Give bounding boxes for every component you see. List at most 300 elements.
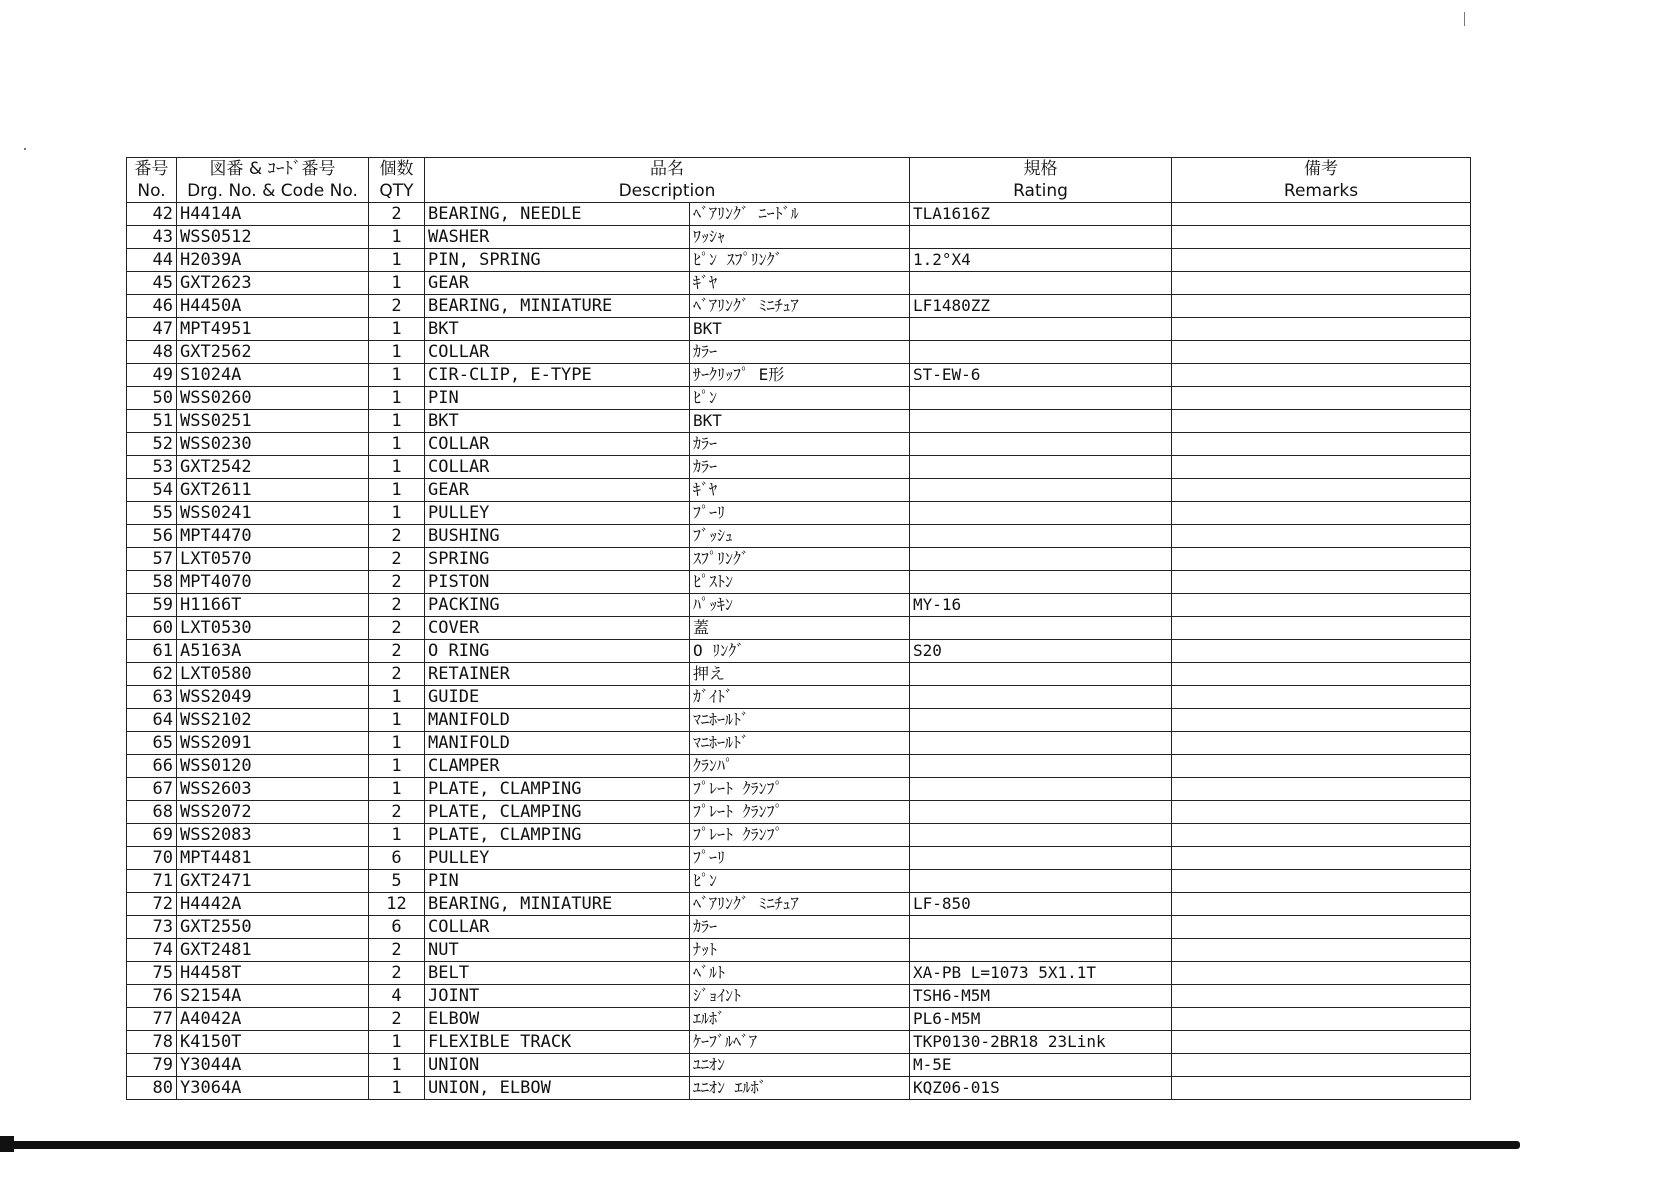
row-description: COLLAR xyxy=(425,341,690,364)
header-remarks-jp: 備考 xyxy=(1172,158,1471,181)
table-row xyxy=(127,594,1471,617)
row-description: FLEXIBLE TRACK xyxy=(425,1031,690,1054)
row-number: 63 xyxy=(127,686,177,709)
row-number: 78 xyxy=(127,1031,177,1054)
row-remarks xyxy=(1172,709,1471,732)
row-number: 55 xyxy=(127,502,177,525)
row-rating xyxy=(910,502,1172,525)
row-code: H4414A xyxy=(177,203,369,226)
table-row xyxy=(127,318,1471,341)
row-number: 51 xyxy=(127,410,177,433)
row-description: COVER xyxy=(425,617,690,640)
parts-list-sheet xyxy=(126,157,1470,1100)
row-description: SPRING xyxy=(425,548,690,571)
row-qty: 1 xyxy=(369,318,425,341)
row-rating xyxy=(910,433,1172,456)
table-row xyxy=(127,801,1471,824)
row-code: MPT4951 xyxy=(177,318,369,341)
table-row xyxy=(127,847,1471,870)
row-description: PACKING xyxy=(425,594,690,617)
row-qty: 1 xyxy=(369,272,425,295)
row-qty: 1 xyxy=(369,456,425,479)
table-row xyxy=(127,870,1471,893)
row-rating: 1.2°X4 xyxy=(910,249,1172,272)
row-code: Y3064A xyxy=(177,1077,369,1100)
row-code: S1024A xyxy=(177,364,369,387)
row-description-jp: ｼﾞｮｲﾝﾄ xyxy=(690,985,910,1008)
row-code: GXT2611 xyxy=(177,479,369,502)
row-description-jp: ｴﾙﾎﾞ xyxy=(690,1008,910,1031)
row-rating xyxy=(910,387,1172,410)
row-code: GXT2562 xyxy=(177,341,369,364)
table-row xyxy=(127,732,1471,755)
row-qty: 2 xyxy=(369,203,425,226)
table-body xyxy=(127,203,1471,1100)
row-description-jp: ｶﾗｰ xyxy=(690,456,910,479)
row-code: A5163A xyxy=(177,640,369,663)
row-description-jp: O ﾘﾝｸﾞ xyxy=(690,640,910,663)
table-row xyxy=(127,663,1471,686)
row-qty: 1 xyxy=(369,479,425,502)
row-number: 43 xyxy=(127,226,177,249)
table-row xyxy=(127,571,1471,594)
row-rating xyxy=(910,801,1172,824)
table-row xyxy=(127,341,1471,364)
row-code: Y3044A xyxy=(177,1054,369,1077)
row-description: PLATE, CLAMPING xyxy=(425,801,690,824)
row-number: 71 xyxy=(127,870,177,893)
row-description: GEAR xyxy=(425,479,690,502)
table-row xyxy=(127,755,1471,778)
row-rating: TSH6-M5M xyxy=(910,985,1172,1008)
row-rating xyxy=(910,479,1172,502)
row-rating xyxy=(910,571,1172,594)
scan-bottom-bar xyxy=(0,1141,1520,1149)
row-description-jp: ﾜｯｼｬ xyxy=(690,226,910,249)
row-remarks xyxy=(1172,1054,1471,1077)
scan-speck xyxy=(1464,12,1465,26)
header-qty-jp: 個数 xyxy=(369,158,425,181)
row-remarks xyxy=(1172,686,1471,709)
row-code: WSS2049 xyxy=(177,686,369,709)
row-qty: 2 xyxy=(369,801,425,824)
row-qty: 2 xyxy=(369,962,425,985)
row-number: 57 xyxy=(127,548,177,571)
row-rating xyxy=(910,709,1172,732)
row-qty: 4 xyxy=(369,985,425,1008)
row-number: 80 xyxy=(127,1077,177,1100)
row-rating xyxy=(910,318,1172,341)
row-remarks xyxy=(1172,663,1471,686)
row-qty: 1 xyxy=(369,433,425,456)
row-code: GXT2542 xyxy=(177,456,369,479)
row-qty: 1 xyxy=(369,778,425,801)
row-qty: 2 xyxy=(369,663,425,686)
row-code: WSS2083 xyxy=(177,824,369,847)
row-number: 75 xyxy=(127,962,177,985)
row-code: H4458T xyxy=(177,962,369,985)
row-qty: 2 xyxy=(369,571,425,594)
parts-table xyxy=(126,157,1471,1100)
header-remarks-en: Remarks xyxy=(1172,180,1471,203)
row-remarks xyxy=(1172,433,1471,456)
row-number: 49 xyxy=(127,364,177,387)
row-description-jp: ｶﾞｲﾄﾞ xyxy=(690,686,910,709)
table-row xyxy=(127,640,1471,663)
row-rating xyxy=(910,778,1172,801)
row-rating xyxy=(910,410,1172,433)
table-row xyxy=(127,962,1471,985)
row-remarks xyxy=(1172,272,1471,295)
row-rating: TLA1616Z xyxy=(910,203,1172,226)
row-rating: LF1480ZZ xyxy=(910,295,1172,318)
row-description-jp: ﾍﾞｱﾘﾝｸﾞ ﾐﾆﾁｭｱ xyxy=(690,893,910,916)
row-remarks xyxy=(1172,226,1471,249)
row-description: BEARING, NEEDLE xyxy=(425,203,690,226)
row-remarks xyxy=(1172,847,1471,870)
row-code: MPT4470 xyxy=(177,525,369,548)
row-qty: 1 xyxy=(369,364,425,387)
row-code: A4042A xyxy=(177,1008,369,1031)
row-code: WSS0260 xyxy=(177,387,369,410)
table-row xyxy=(127,249,1471,272)
row-number: 65 xyxy=(127,732,177,755)
row-code: H4442A xyxy=(177,893,369,916)
row-rating xyxy=(910,847,1172,870)
row-description-jp: BKT xyxy=(690,318,910,341)
row-code: GXT2623 xyxy=(177,272,369,295)
row-rating xyxy=(910,686,1172,709)
row-qty: 2 xyxy=(369,1008,425,1031)
row-remarks xyxy=(1172,318,1471,341)
header-qty-en: QTY xyxy=(369,180,425,203)
row-description: WASHER xyxy=(425,226,690,249)
row-rating xyxy=(910,663,1172,686)
row-description-jp: ﾏﾆﾎｰﾙﾄﾞ xyxy=(690,709,910,732)
table-row xyxy=(127,1031,1471,1054)
row-code: WSS0251 xyxy=(177,410,369,433)
row-remarks xyxy=(1172,640,1471,663)
row-number: 61 xyxy=(127,640,177,663)
row-description-jp: ﾕﾆｵﾝ xyxy=(690,1054,910,1077)
row-remarks xyxy=(1172,939,1471,962)
row-description: COLLAR xyxy=(425,456,690,479)
row-number: 48 xyxy=(127,341,177,364)
row-number: 53 xyxy=(127,456,177,479)
table-row xyxy=(127,456,1471,479)
row-qty: 1 xyxy=(369,226,425,249)
row-description-jp: ﾏﾆﾎｰﾙﾄﾞ xyxy=(690,732,910,755)
row-description-jp: ﾊﾟｯｷﾝ xyxy=(690,594,910,617)
row-description-jp: ｹｰﾌﾞﾙﾍﾞｱ xyxy=(690,1031,910,1054)
row-description: BKT xyxy=(425,410,690,433)
row-description: COLLAR xyxy=(425,916,690,939)
row-rating xyxy=(910,916,1172,939)
row-description-jp: 押え xyxy=(690,663,910,686)
row-code: LXT0530 xyxy=(177,617,369,640)
header-drg-jp: 図番 & ｺｰﾄﾞ番号 xyxy=(177,158,369,181)
row-remarks xyxy=(1172,1008,1471,1031)
row-description: BEARING, MINIATURE xyxy=(425,295,690,318)
row-description-jp: ﾍﾞｱﾘﾝｸﾞ ﾆｰﾄﾞﾙ xyxy=(690,203,910,226)
row-number: 44 xyxy=(127,249,177,272)
row-number: 62 xyxy=(127,663,177,686)
row-rating xyxy=(910,824,1172,847)
row-code: LXT0580 xyxy=(177,663,369,686)
row-description: PIN, SPRING xyxy=(425,249,690,272)
row-number: 64 xyxy=(127,709,177,732)
row-number: 74 xyxy=(127,939,177,962)
row-number: 59 xyxy=(127,594,177,617)
row-description: BELT xyxy=(425,962,690,985)
row-code: H2039A xyxy=(177,249,369,272)
row-number: 60 xyxy=(127,617,177,640)
row-qty: 1 xyxy=(369,502,425,525)
row-rating: M-5E xyxy=(910,1054,1172,1077)
table-row xyxy=(127,939,1471,962)
row-remarks xyxy=(1172,548,1471,571)
row-description-jp: ﾅｯﾄ xyxy=(690,939,910,962)
row-number: 46 xyxy=(127,295,177,318)
row-qty: 1 xyxy=(369,824,425,847)
row-qty: 1 xyxy=(369,1077,425,1100)
row-qty: 6 xyxy=(369,916,425,939)
row-description-jp: ﾋﾟｽﾄﾝ xyxy=(690,571,910,594)
row-qty: 2 xyxy=(369,548,425,571)
row-code: H1166T xyxy=(177,594,369,617)
row-qty: 5 xyxy=(369,870,425,893)
row-description: GEAR xyxy=(425,272,690,295)
header-rating-jp: 規格 xyxy=(910,158,1172,181)
row-description-jp: ﾌﾟﾚｰﾄ ｸﾗﾝﾌﾟ xyxy=(690,778,910,801)
row-description-jp: BKT xyxy=(690,410,910,433)
row-rating xyxy=(910,226,1172,249)
header-drg-en: Drg. No. & Code No. xyxy=(177,180,369,203)
row-description: NUT xyxy=(425,939,690,962)
header-desc-en: Description xyxy=(425,180,910,203)
row-qty: 2 xyxy=(369,939,425,962)
row-description: CIR-CLIP, E-TYPE xyxy=(425,364,690,387)
row-code: WSS0120 xyxy=(177,755,369,778)
row-remarks xyxy=(1172,1031,1471,1054)
row-code: MPT4481 xyxy=(177,847,369,870)
row-remarks xyxy=(1172,801,1471,824)
table-row xyxy=(127,778,1471,801)
row-rating: ST-EW-6 xyxy=(910,364,1172,387)
row-description-jp: ﾌﾟﾚｰﾄ ｸﾗﾝﾌﾟ xyxy=(690,824,910,847)
row-rating: LF-850 xyxy=(910,893,1172,916)
row-description: PULLEY xyxy=(425,847,690,870)
row-code: WSS2091 xyxy=(177,732,369,755)
row-description: COLLAR xyxy=(425,433,690,456)
row-qty: 1 xyxy=(369,709,425,732)
row-code: WSS0241 xyxy=(177,502,369,525)
row-description: PIN xyxy=(425,387,690,410)
row-number: 54 xyxy=(127,479,177,502)
row-number: 72 xyxy=(127,893,177,916)
row-qty: 2 xyxy=(369,295,425,318)
row-description-jp: ｶﾗｰ xyxy=(690,433,910,456)
row-remarks xyxy=(1172,525,1471,548)
row-rating: MY-16 xyxy=(910,594,1172,617)
row-description-jp: ﾍﾞﾙﾄ xyxy=(690,962,910,985)
row-description-jp: ｷﾞﾔ xyxy=(690,272,910,295)
row-rating xyxy=(910,272,1172,295)
row-rating: KQZ06-01S xyxy=(910,1077,1172,1100)
row-qty: 1 xyxy=(369,686,425,709)
table-row xyxy=(127,479,1471,502)
row-code: GXT2481 xyxy=(177,939,369,962)
row-qty: 1 xyxy=(369,1054,425,1077)
row-rating: PL6-M5M xyxy=(910,1008,1172,1031)
header-rating-en: Rating xyxy=(910,180,1172,203)
row-rating: XA-PB L=1073 5X1.1T xyxy=(910,962,1172,985)
row-description-jp: 蓋 xyxy=(690,617,910,640)
row-remarks xyxy=(1172,249,1471,272)
row-remarks xyxy=(1172,502,1471,525)
row-remarks xyxy=(1172,916,1471,939)
row-number: 73 xyxy=(127,916,177,939)
row-description: BKT xyxy=(425,318,690,341)
row-rating: TKP0130-2BR18 23Link xyxy=(910,1031,1172,1054)
row-description-jp: ﾌﾟｰﾘ xyxy=(690,502,910,525)
row-remarks xyxy=(1172,410,1471,433)
row-description-jp: ｻｰｸﾘｯﾌﾟ E形 xyxy=(690,364,910,387)
header-desc-jp: 品名 xyxy=(425,158,910,181)
table-row xyxy=(127,1077,1471,1100)
row-remarks xyxy=(1172,594,1471,617)
row-remarks xyxy=(1172,295,1471,318)
row-rating: S20 xyxy=(910,640,1172,663)
row-code: GXT2550 xyxy=(177,916,369,939)
row-remarks xyxy=(1172,893,1471,916)
row-description: MANIFOLD xyxy=(425,732,690,755)
row-description: GUIDE xyxy=(425,686,690,709)
row-description: BUSHING xyxy=(425,525,690,548)
row-code: WSS2603 xyxy=(177,778,369,801)
row-description-jp: ﾌﾟｰﾘ xyxy=(690,847,910,870)
row-number: 52 xyxy=(127,433,177,456)
table-row xyxy=(127,387,1471,410)
table-row xyxy=(127,433,1471,456)
row-description: PISTON xyxy=(425,571,690,594)
row-number: 42 xyxy=(127,203,177,226)
row-description: PLATE, CLAMPING xyxy=(425,824,690,847)
row-number: 68 xyxy=(127,801,177,824)
row-qty: 12 xyxy=(369,893,425,916)
row-remarks xyxy=(1172,479,1471,502)
table-row xyxy=(127,226,1471,249)
row-number: 79 xyxy=(127,1054,177,1077)
row-remarks xyxy=(1172,341,1471,364)
row-code: WSS0230 xyxy=(177,433,369,456)
table-row xyxy=(127,272,1471,295)
table-row xyxy=(127,548,1471,571)
row-rating xyxy=(910,548,1172,571)
row-description: PULLEY xyxy=(425,502,690,525)
row-description: JOINT xyxy=(425,985,690,1008)
row-rating xyxy=(910,525,1172,548)
row-remarks xyxy=(1172,571,1471,594)
row-qty: 1 xyxy=(369,387,425,410)
table-row xyxy=(127,1008,1471,1031)
row-description-jp: ﾋﾟﾝ xyxy=(690,870,910,893)
row-qty: 6 xyxy=(369,847,425,870)
row-qty: 2 xyxy=(369,525,425,548)
row-rating xyxy=(910,939,1172,962)
row-remarks xyxy=(1172,732,1471,755)
table-header xyxy=(127,158,1471,203)
header-no-en: No. xyxy=(127,180,177,203)
row-remarks xyxy=(1172,203,1471,226)
row-number: 76 xyxy=(127,985,177,1008)
row-number: 77 xyxy=(127,1008,177,1031)
row-remarks xyxy=(1172,778,1471,801)
table-row xyxy=(127,502,1471,525)
row-rating xyxy=(910,870,1172,893)
row-number: 70 xyxy=(127,847,177,870)
row-remarks xyxy=(1172,755,1471,778)
row-description: O RING xyxy=(425,640,690,663)
row-description-jp: ﾍﾞｱﾘﾝｸﾞ ﾐﾆﾁｭｱ xyxy=(690,295,910,318)
row-qty: 1 xyxy=(369,732,425,755)
table-row xyxy=(127,203,1471,226)
row-description: CLAMPER xyxy=(425,755,690,778)
row-remarks xyxy=(1172,1077,1471,1100)
row-description: UNION, ELBOW xyxy=(425,1077,690,1100)
table-row xyxy=(127,893,1471,916)
table-row xyxy=(127,525,1471,548)
row-description: ELBOW xyxy=(425,1008,690,1031)
row-remarks xyxy=(1172,870,1471,893)
row-remarks xyxy=(1172,824,1471,847)
row-description-jp: ｸﾗﾝﾊﾟ xyxy=(690,755,910,778)
row-code: WSS0512 xyxy=(177,226,369,249)
row-remarks xyxy=(1172,617,1471,640)
row-qty: 1 xyxy=(369,1031,425,1054)
row-number: 58 xyxy=(127,571,177,594)
row-description-jp: ﾋﾟﾝ ｽﾌﾟﾘﾝｸﾞ xyxy=(690,249,910,272)
row-qty: 1 xyxy=(369,755,425,778)
row-description-jp: ｷﾞﾔ xyxy=(690,479,910,502)
row-description: BEARING, MINIATURE xyxy=(425,893,690,916)
row-code: GXT2471 xyxy=(177,870,369,893)
row-number: 67 xyxy=(127,778,177,801)
row-qty: 2 xyxy=(369,617,425,640)
table-row xyxy=(127,295,1471,318)
row-description-jp: ｽﾌﾟﾘﾝｸﾞ xyxy=(690,548,910,571)
row-description: UNION xyxy=(425,1054,690,1077)
row-rating xyxy=(910,732,1172,755)
row-remarks xyxy=(1172,985,1471,1008)
row-qty: 2 xyxy=(369,594,425,617)
row-qty: 1 xyxy=(369,410,425,433)
row-qty: 2 xyxy=(369,640,425,663)
row-remarks xyxy=(1172,962,1471,985)
row-description-jp: ﾋﾟﾝ xyxy=(690,387,910,410)
row-remarks xyxy=(1172,456,1471,479)
row-number: 50 xyxy=(127,387,177,410)
row-remarks xyxy=(1172,387,1471,410)
row-code: WSS2102 xyxy=(177,709,369,732)
row-rating xyxy=(910,456,1172,479)
row-description-jp: ｶﾗｰ xyxy=(690,916,910,939)
row-number: 66 xyxy=(127,755,177,778)
row-number: 47 xyxy=(127,318,177,341)
row-code: K4150T xyxy=(177,1031,369,1054)
row-description-jp: ﾕﾆｵﾝ ｴﾙﾎﾞ xyxy=(690,1077,910,1100)
table-row xyxy=(127,709,1471,732)
